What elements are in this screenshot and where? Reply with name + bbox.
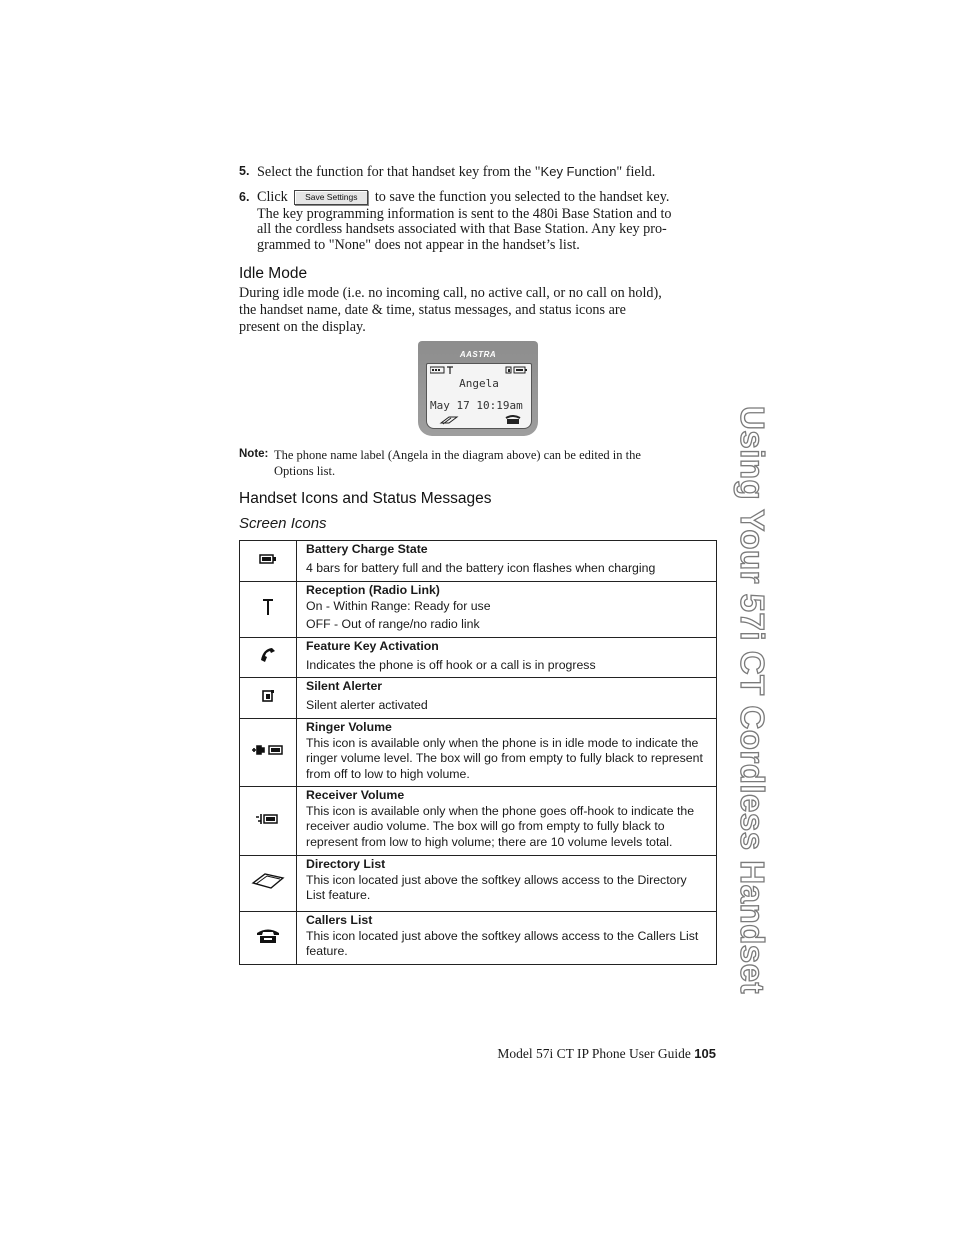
row-line: This icon is available only when the phone is in idle mode to indicate the bbox=[306, 735, 699, 750]
table-row bbox=[240, 787, 717, 856]
row-line: represent from low to high volume; there are 10 volume levels total. bbox=[306, 834, 673, 849]
step-text-end: to save the function you selected to the handset key. bbox=[374, 189, 670, 205]
table-row bbox=[240, 912, 717, 965]
row-line: This icon located just above the softkey allows access to the Callers List bbox=[306, 928, 699, 943]
row-line: Indicates the phone is off hook or a call is in progress bbox=[306, 657, 596, 672]
row-line: OFF - Out of range/no radio link bbox=[306, 617, 480, 631]
description-cell bbox=[297, 856, 717, 912]
page-footer bbox=[460, 1046, 716, 1062]
silent-alert-icon bbox=[506, 367, 511, 373]
directory-icon bbox=[441, 417, 457, 424]
lcd-status-icons bbox=[430, 366, 528, 375]
row-line: This icon is available only when the phone goes off-hook to indicate the bbox=[306, 803, 695, 818]
paragraph-line: During idle mode (i.e. no incoming call, no active call, or no call on hold), bbox=[239, 285, 662, 301]
receiver-volume-icon bbox=[255, 811, 281, 827]
row-line: List feature. bbox=[306, 888, 371, 902]
step-text-end: " field. bbox=[616, 164, 656, 180]
battery-icon bbox=[259, 554, 277, 564]
description-cell bbox=[297, 787, 717, 856]
row-title: Directory List bbox=[306, 857, 386, 871]
icon-cell bbox=[240, 541, 297, 582]
step-detail-line: The key programming information is sent to the 480i Base Station and to bbox=[257, 205, 672, 222]
paragraph-line: present on the display. bbox=[239, 319, 366, 335]
handset-icon bbox=[258, 645, 278, 665]
callers-list-icon bbox=[255, 928, 281, 944]
icon-cell bbox=[240, 912, 297, 965]
row-line: 4 bars for battery full and the battery icon flashes when charging bbox=[306, 560, 656, 575]
side-title-text: Using Your 57i CT Cordless Handset bbox=[734, 406, 771, 994]
note-text bbox=[274, 447, 719, 479]
step-text: Select the function for that handset key from the " bbox=[257, 164, 541, 180]
antenna-icon bbox=[262, 598, 274, 616]
icon-cell bbox=[240, 582, 297, 638]
row-line: Silent alerter activated bbox=[306, 697, 428, 712]
description-cell bbox=[297, 678, 717, 719]
lcd-softkey-icons bbox=[439, 415, 525, 425]
row-title: Battery Charge State bbox=[306, 542, 428, 556]
key-function-label: Key Function bbox=[540, 164, 617, 179]
row-line: ringer volume level. The box will go from empty to fully black to represent bbox=[306, 751, 703, 765]
note-line: Options list. bbox=[274, 464, 336, 478]
ringer-volume-icon bbox=[430, 367, 444, 373]
icon-cell bbox=[240, 787, 297, 856]
ringer-volume-icon bbox=[251, 743, 285, 757]
directory-icon bbox=[251, 872, 285, 890]
idle-mode-paragraph bbox=[239, 285, 719, 336]
icon-cell bbox=[240, 856, 297, 912]
row-title: Feature Key Activation bbox=[306, 639, 439, 653]
date-time: May 17 10:19am bbox=[430, 399, 523, 412]
screen-icons-heading: Screen Icons bbox=[239, 515, 327, 532]
step-detail-line: all the cordless handsets associated with that Base Station. Any key pro- bbox=[257, 221, 667, 237]
description-cell bbox=[297, 719, 717, 787]
row-line: receiver audio volume. The box will go from empty to fully black to bbox=[306, 819, 665, 833]
paragraph-line: the handset name, date & time, status messages, and status icons are bbox=[239, 302, 626, 318]
note-line: The phone name label (Angela in the diagram above) can be edited in the bbox=[274, 448, 641, 462]
handset-icons-heading: Handset Icons and Status Messages bbox=[239, 490, 492, 507]
silent-alert-icon bbox=[262, 690, 274, 702]
step-5 bbox=[239, 164, 719, 181]
icon-cell bbox=[240, 678, 297, 719]
table-row bbox=[240, 541, 717, 582]
description-cell bbox=[297, 582, 717, 638]
step-detail-line: grammed to "None" does not appear in the handset’s list. bbox=[257, 236, 580, 253]
idle-mode-heading: Idle Mode bbox=[239, 265, 308, 282]
step-number: 5. bbox=[239, 164, 250, 178]
row-line: On - Within Range: Ready for use bbox=[306, 598, 491, 613]
page-number: 105 bbox=[694, 1046, 716, 1061]
row-title: Ringer Volume bbox=[306, 720, 392, 734]
row-line: from off to low to high volume. bbox=[306, 766, 470, 781]
description-cell bbox=[297, 541, 717, 582]
row-title: Callers List bbox=[306, 913, 373, 927]
table-row bbox=[240, 856, 717, 912]
step-number: 6. bbox=[239, 190, 250, 204]
lcd-screen bbox=[426, 363, 532, 429]
description-cell bbox=[297, 912, 717, 965]
handset-name: Angela bbox=[459, 377, 499, 390]
step-6 bbox=[239, 190, 719, 253]
table-row bbox=[240, 638, 717, 678]
row-line: feature. bbox=[306, 944, 348, 958]
save-settings-button[interactable]: Save Settings bbox=[294, 190, 368, 205]
row-title: Receiver Volume bbox=[306, 788, 405, 802]
footer-text: Model 57i CT IP Phone User Guide bbox=[497, 1046, 691, 1061]
handset-display-illustration bbox=[418, 341, 538, 436]
antenna-icon bbox=[447, 367, 453, 374]
description-cell bbox=[297, 638, 717, 678]
row-title: Reception (Radio Link) bbox=[306, 583, 440, 597]
step-text: Click bbox=[257, 189, 288, 205]
note-label: Note: bbox=[239, 448, 269, 460]
table-row bbox=[240, 582, 717, 638]
icon-cell bbox=[240, 719, 297, 787]
table-row bbox=[240, 719, 717, 787]
battery-icon bbox=[514, 367, 527, 373]
callers-list-icon bbox=[506, 416, 520, 424]
brand-logo: AASTRA bbox=[459, 350, 497, 359]
screen-icons-table bbox=[239, 540, 717, 965]
side-chapter-title bbox=[734, 380, 771, 1020]
icon-cell bbox=[240, 638, 297, 678]
row-title: Silent Alerter bbox=[306, 679, 383, 693]
table-row bbox=[240, 678, 717, 719]
row-line: This icon located just above the softkey allows access to the Directory bbox=[306, 872, 687, 887]
